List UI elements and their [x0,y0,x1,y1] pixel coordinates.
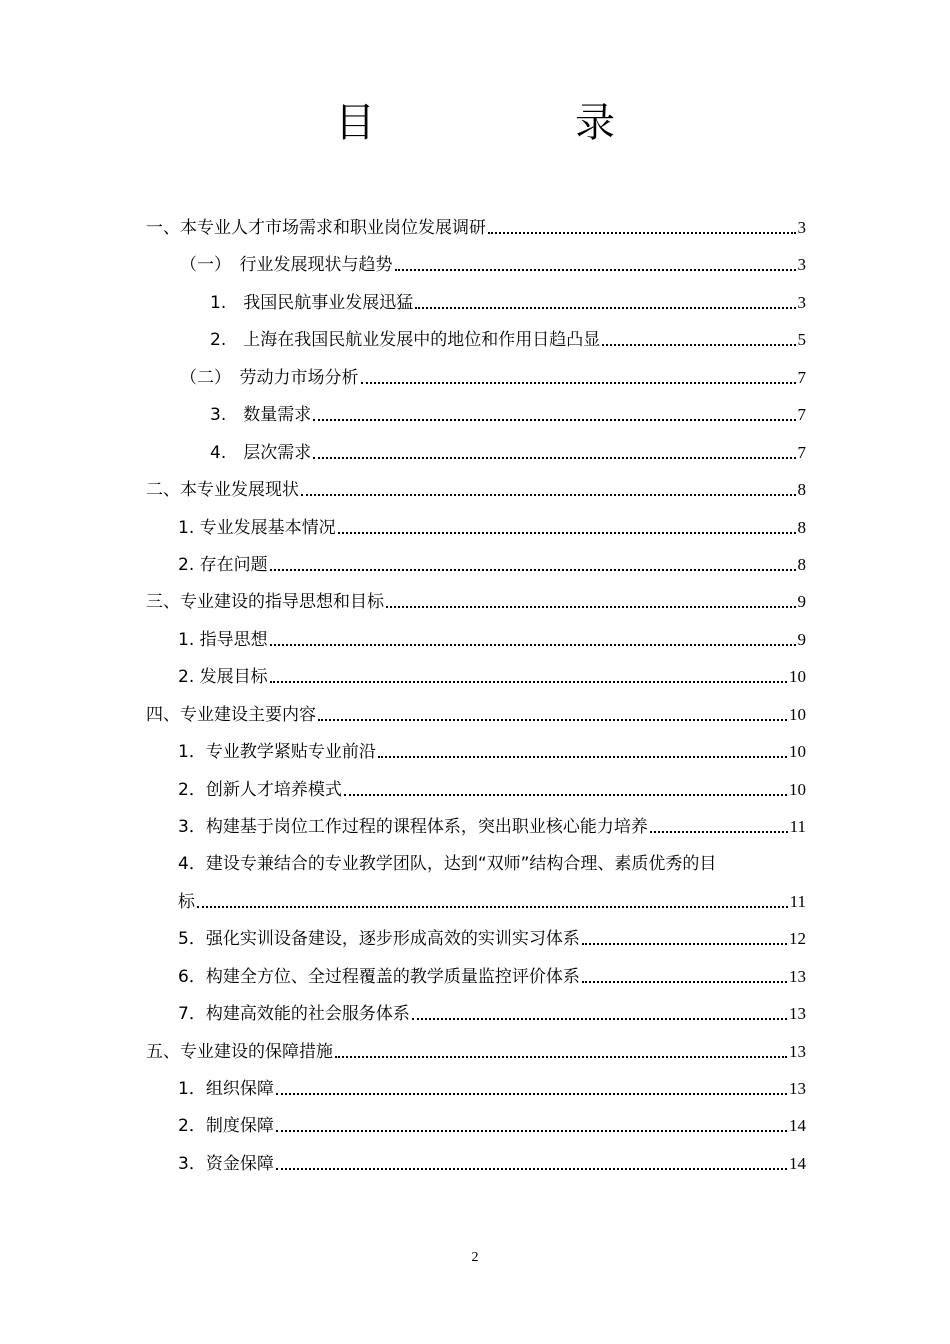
toc-entry-text: 2. 存在问题 [178,555,268,575]
toc-entry-4-7[interactable] [178,988,806,1025]
toc-leader-dots [412,1017,787,1020]
toc-leader-dots [318,718,787,721]
toc-entry-page: 13 [789,1004,806,1023]
toc-entry-text: 1. 我国民航事业发展迅猛 [210,293,414,313]
toc-entry-4-5[interactable] [178,913,806,950]
toc-entry-page: 14 [789,1154,806,1173]
toc-entry-page: 3 [797,255,806,274]
toc-entry-5[interactable] [146,1026,806,1063]
toc-entry-text: 四、专业建设主要内容 [146,705,316,725]
toc-entry-3-2[interactable] [178,651,806,688]
toc-leader-dots [276,1092,787,1095]
toc-entry-1-1-2[interactable] [210,314,806,351]
toc-entry-text: 1. 专业发展基本情况 [178,518,336,538]
toc-entry-page: 8 [797,480,806,499]
toc-leader-dots [335,1055,787,1058]
toc-entry-text: 5．强化实训设备建设，逐步形成高效的实训实习体系 [178,929,580,949]
toc-entry-text: 4. 层次需求 [210,443,312,463]
toc-entry-3-1[interactable] [178,614,806,651]
toc-leader-dots [344,793,787,796]
toc-entry-page: 12 [789,929,806,948]
toc-leader-dots [582,942,787,945]
toc-entry-text: 3．构建基于岗位工作过程的课程体系，突出职业核心能力培养 [178,817,648,837]
toc-leader-dots [276,1129,787,1132]
page-number: 2 [471,1250,479,1265]
toc-entry-4-4-continued[interactable] [178,876,806,913]
toc-entry-page: 13 [789,1042,806,1061]
toc-leader-dots [270,680,787,683]
toc-entry-2-1[interactable] [178,502,806,539]
toc-leader-dots [270,568,796,571]
toc-entry-5-2[interactable] [178,1100,806,1137]
toc-entry-4-2[interactable] [178,764,806,801]
toc-entry-4-4[interactable] [178,838,806,875]
toc-leader-dots [276,1167,787,1170]
toc-entry-5-1[interactable] [178,1063,806,1100]
toc-entry-page: 10 [789,667,806,686]
toc-entry-4-1[interactable] [178,726,806,763]
toc-leader-dots [415,306,795,309]
toc-entry-text: 6．构建全方位、全过程覆盖的教学质量监控评价体系 [178,967,580,987]
toc-entry-page: 7 [797,405,806,424]
toc-entry-text: （一） 行业发展现状与趋势 [180,255,393,275]
toc-entry-text: 3. 数量需求 [210,405,312,425]
toc-entry-text: 4．建设专兼结合的专业教学团队，达到“双师”结构合理、素质优秀的目 [178,854,717,874]
toc-entry-1-1-1[interactable] [210,277,806,314]
toc-entry-1-2[interactable] [180,352,806,389]
toc-entry-3[interactable] [146,576,806,613]
toc-entry-page: 3 [797,218,806,237]
toc-entry-page: 13 [789,1079,806,1098]
toc-leader-dots [378,755,787,758]
toc-entry-1[interactable] [146,202,806,239]
toc-entry-4[interactable] [146,689,806,726]
toc-entry-page: 3 [797,293,806,312]
toc-entry-4-3[interactable] [178,801,806,838]
toc-entry-page: 10 [789,780,806,799]
toc-entry-1-2-4[interactable] [210,427,806,464]
toc-leader-dots [361,381,796,384]
toc-entry-page: 14 [789,1116,806,1135]
toc-leader-dots [395,268,796,271]
toc-entry-5-3[interactable] [178,1138,806,1175]
toc-leader-dots [197,905,788,908]
toc-leader-dots [270,643,796,646]
toc-leader-dots [650,830,788,833]
toc-entry-text: 1．组织保障 [178,1079,274,1099]
toc-entry-text: 2. 上海在我国民航业发展中的地位和作用日趋凸显 [210,330,601,350]
toc-entry-2[interactable] [146,464,806,501]
toc-entry-page: 9 [797,630,806,649]
toc-entry-text: 2．制度保障 [178,1116,274,1136]
toc-entry-4-6[interactable] [178,951,806,988]
toc-entry-2-2[interactable] [178,539,806,576]
toc-entry-text: 标 [178,892,195,912]
toc-entry-page: 13 [789,967,806,986]
toc-entry-text: 7．构建高效能的社会服务体系 [178,1004,410,1024]
toc-entry-text: 2．创新人才培养模式 [178,780,342,800]
toc-entry-1-2-3[interactable] [210,389,806,426]
toc-entry-page: 9 [797,592,806,611]
toc-entry-page: 5 [797,330,806,349]
toc-leader-dots [386,605,796,608]
toc-entry-text: 二、本专业发展现状 [146,480,299,500]
toc-entry-page: 8 [797,518,806,537]
toc-entry-text: 五、专业建设的保障措施 [146,1042,333,1062]
toc-entry-text: 一、本专业人才市场需求和职业岗位发展调研 [146,218,486,238]
toc-leader-dots [582,980,787,983]
toc-leader-dots [313,456,795,459]
toc-entry-page: 10 [789,705,806,724]
toc-entry-page: 8 [797,555,806,574]
toc-leader-dots [313,418,795,421]
toc-leader-dots [338,531,796,534]
toc-leader-dots [301,493,796,496]
toc-entry-page: 7 [797,368,806,387]
toc-entry-text: 1．专业教学紧贴专业前沿 [178,742,376,762]
toc-entry-page: 11 [789,892,806,911]
toc-entry-page: 11 [789,817,806,836]
page-title: 目 录 [335,100,695,146]
toc-entry-text: （二） 劳动力市场分析 [180,368,359,388]
toc-entry-page: 7 [797,443,806,462]
toc-entry-1-1[interactable] [180,239,806,276]
toc-entry-page: 10 [789,742,806,761]
toc-entry-text: 三、专业建设的指导思想和目标 [146,592,384,612]
toc-leader-dots [602,343,795,346]
toc-entry-text: 1. 指导思想 [178,630,268,650]
toc-leader-dots [488,231,796,234]
toc-entry-text: 3．资金保障 [178,1154,274,1174]
toc-entry-text: 2. 发展目标 [178,667,268,687]
